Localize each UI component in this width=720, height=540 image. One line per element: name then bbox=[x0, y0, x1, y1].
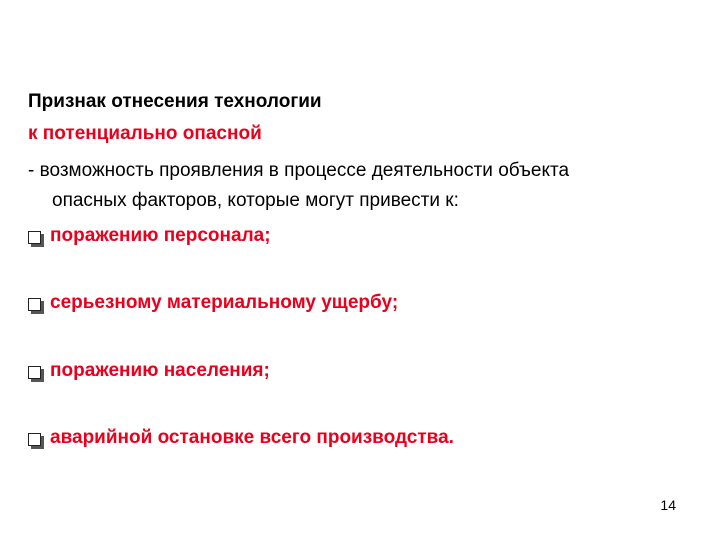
description-line-1: - возможность проявления в процессе деятельности объекта bbox=[28, 160, 570, 181]
checkbox-icon bbox=[28, 366, 41, 379]
bullet-item bbox=[28, 426, 454, 450]
checkbox-icon bbox=[28, 433, 41, 446]
slide-subtitle: к потенциально опасной bbox=[28, 123, 262, 144]
description-line-2: опасных факторов, которые могут привести к: bbox=[52, 190, 459, 211]
checkbox-icon bbox=[28, 298, 41, 311]
bullet-item bbox=[28, 291, 398, 315]
bullet-label: поражению персонала; bbox=[50, 225, 271, 246]
checkbox-icon bbox=[28, 231, 41, 244]
page-number: 14 bbox=[660, 497, 676, 513]
slide-title: Признак отнесения технологии bbox=[28, 91, 322, 112]
bullet-item bbox=[28, 224, 271, 248]
bullet-label: аварийной остановке всего производства. bbox=[50, 427, 454, 448]
bullet-label: серьезному материальному ущербу; bbox=[50, 292, 399, 313]
bullet-item bbox=[28, 359, 270, 383]
bullet-label: поражению населения; bbox=[50, 360, 270, 381]
slide-description bbox=[28, 156, 668, 216]
